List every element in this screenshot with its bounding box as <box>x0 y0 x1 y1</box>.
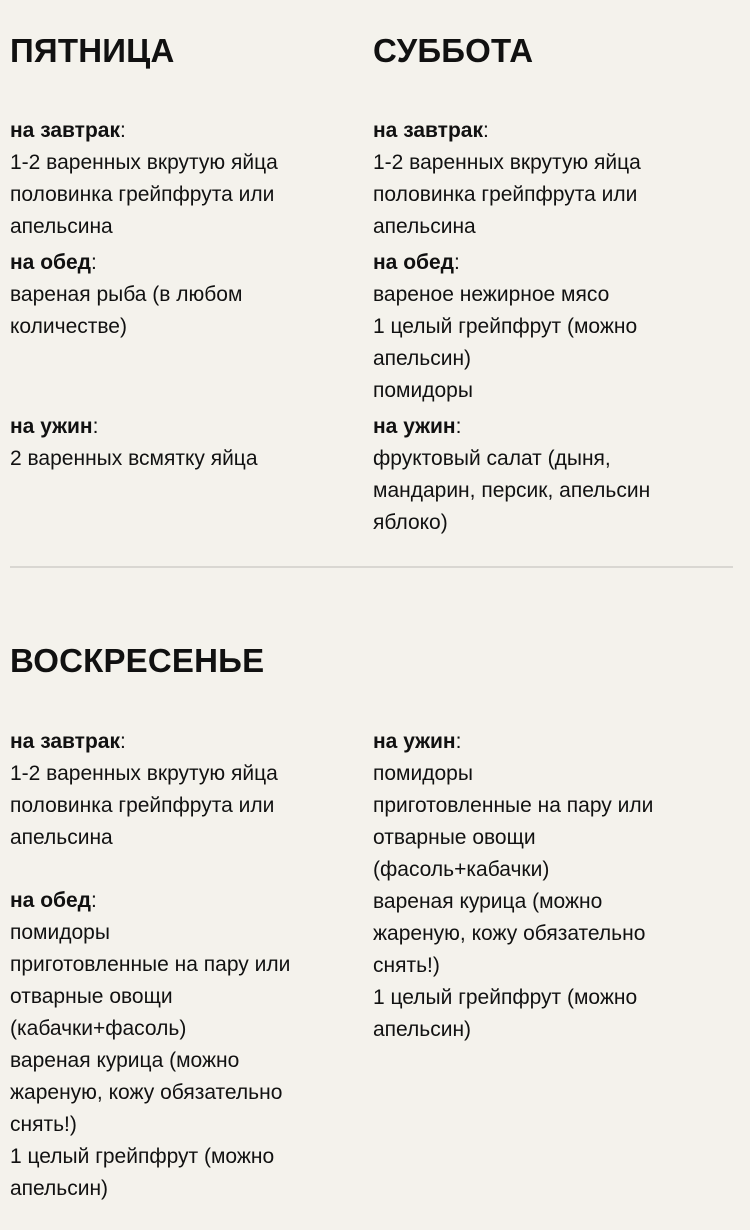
meal-item: помидоры <box>10 921 110 944</box>
meal-label: на завтрак: <box>373 119 489 142</box>
meal-item: апельсина <box>10 215 113 238</box>
meal-item: 1 целый грейпфрут (можно <box>373 986 638 1009</box>
saturday-lunch <box>373 247 733 407</box>
meal-item: (фасоль+кабачки) <box>373 858 550 881</box>
meal-label: на обед: <box>373 251 460 274</box>
meal-item: апельсин) <box>373 347 472 370</box>
meal-item: 1 целый грейпфрут (можно <box>373 315 638 338</box>
meal-items <box>10 279 370 343</box>
meal-item: приготовленные на пару или <box>373 794 654 817</box>
meal-item: половинка грейпфрута или <box>10 794 275 817</box>
meal-item: количестве) <box>10 315 127 338</box>
meal-item: 1-2 варенных вкрутую яйца <box>10 762 278 785</box>
meal-item: апельсин) <box>373 1018 472 1041</box>
meal-item: жареную, кожу обязательно <box>10 1081 283 1104</box>
section-divider <box>10 566 733 568</box>
meal-items <box>373 147 733 243</box>
sunday-lunch <box>10 885 370 1205</box>
meal-item: снять!) <box>373 954 440 977</box>
meal-item: 1-2 варенных вкрутую яйца <box>373 151 641 174</box>
saturday-column <box>373 31 723 534</box>
meal-item: 2 варенных всмятку яйца <box>10 447 258 470</box>
meal-item: вареное нежирное мясо <box>373 283 610 306</box>
meal-items <box>10 917 370 1205</box>
meal-label: на обед: <box>10 251 97 274</box>
meal-label: на обед: <box>10 889 97 912</box>
meal-item: помидоры <box>373 379 473 402</box>
day-title-sunday: ВОСКРЕСЕНЬЕ <box>10 642 265 679</box>
meal-item: апельсина <box>10 826 113 849</box>
meal-item: приготовленные на пару или <box>10 953 291 976</box>
meal-item: отварные овощи <box>10 985 173 1008</box>
friday-lunch <box>10 247 370 343</box>
meal-item: мандарин, персик, апельсин <box>373 479 651 502</box>
meal-label: на завтрак: <box>10 730 126 753</box>
meal-label: на ужин: <box>373 730 462 753</box>
meal-item: снять!) <box>10 1113 77 1136</box>
saturday-breakfast <box>373 115 733 243</box>
sunday-dinner <box>373 726 733 1046</box>
friday-breakfast <box>10 115 370 243</box>
meal-item: фруктовый салат (дыня, <box>373 447 611 470</box>
meal-item: яблоко) <box>373 511 448 534</box>
meal-item: вареная рыба (в любом <box>10 283 243 306</box>
friday-dinner <box>10 411 370 475</box>
meal-item: половинка грейпфрута или <box>10 183 275 206</box>
meal-item: апельсина <box>373 215 476 238</box>
meal-items <box>10 147 370 243</box>
meal-items <box>10 443 370 475</box>
meal-item: жареную, кожу обязательно <box>373 922 646 945</box>
meal-label: на ужин: <box>10 415 99 438</box>
meal-item: половинка грейпфрута или <box>373 183 638 206</box>
meal-item: (кабачки+фасоль) <box>10 1017 187 1040</box>
day-title-friday: ПЯТНИЦА <box>10 32 175 69</box>
meal-item: вареная курица (можно <box>373 890 603 913</box>
meal-items <box>373 758 733 1046</box>
sunday-left-column <box>10 641 360 1200</box>
meal-item: 1-2 варенных вкрутую яйца <box>10 151 278 174</box>
friday-column <box>10 31 360 470</box>
sunday-breakfast <box>10 726 370 854</box>
meal-item: вареная курица (можно <box>10 1049 240 1072</box>
meal-items <box>373 443 733 539</box>
meal-label: на завтрак: <box>10 119 126 142</box>
meal-label: на ужин: <box>373 415 462 438</box>
meal-item: апельсин) <box>10 1177 109 1200</box>
meal-items <box>373 279 733 407</box>
meal-items <box>10 758 370 854</box>
meal-item: отварные овощи <box>373 826 536 849</box>
saturday-dinner <box>373 411 733 539</box>
meal-item: помидоры <box>373 762 473 785</box>
day-title-saturday: СУББОТА <box>373 32 534 69</box>
meal-item: 1 целый грейпфрут (можно <box>10 1145 275 1168</box>
